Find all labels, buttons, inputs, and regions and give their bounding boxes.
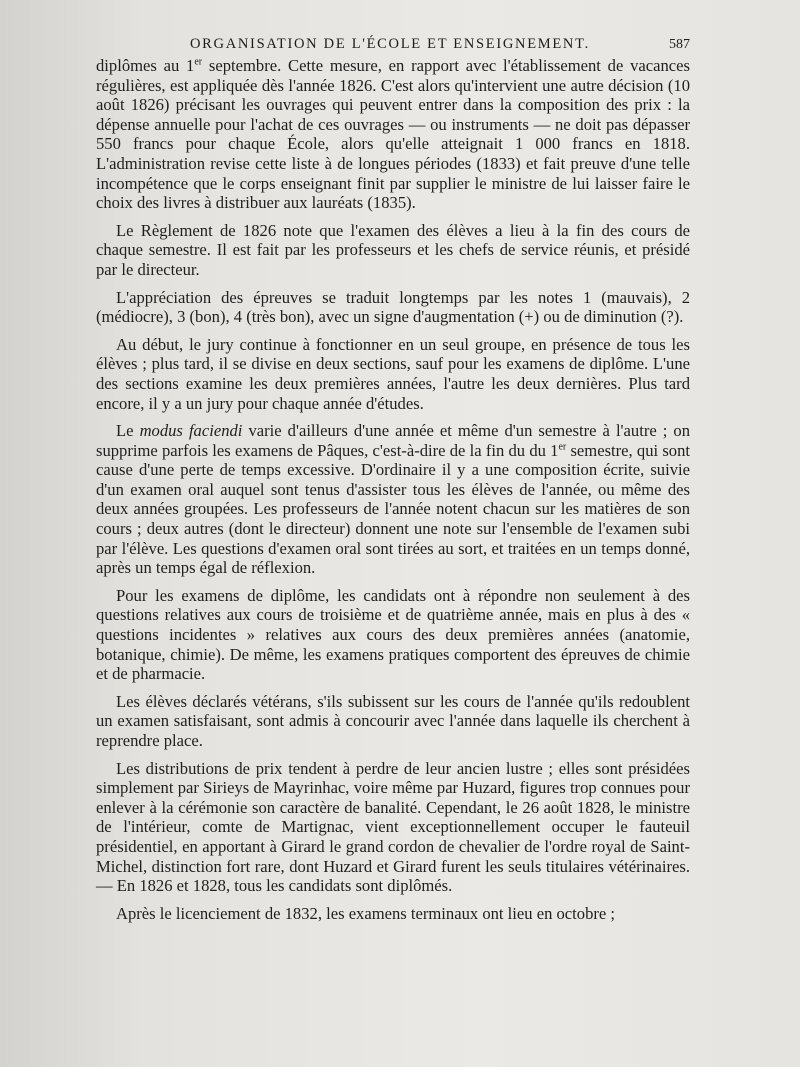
- paragraph: [96, 221, 690, 280]
- paragraph: [96, 904, 690, 924]
- text-segment: septembre. Cette mesure, en rapport avec l'établissement de vacances régulières, est appliquée dès l'année 1826. C'est alors qu'intervient une autre décision (10 août 1826) précisant les ouvrages qui peuvent entrer dans la composition des prix : la dépense annuelle pour l'achat de ces ouvrages — ou instruments — ne doit pas dépasser 550 francs pour chaque École, alors qu'elle atteignait 1 000 francs en 1818. L'administration revise cette liste à de longues périodes (1833) et fait preuve d'une telle incompétence que le corps enseignant finit par supplier le ministre de lui laisser faire le choix des livres à distribuer aux lauréats (1835).: [96, 56, 690, 213]
- paragraph: [96, 421, 690, 578]
- running-head: [96, 36, 690, 58]
- text-segment: L'appréciation des épreuves se traduit longtemps par les notes 1 (mauvais), 2 (médiocre), 3 (bon), 4 (très bon), avec un signe d'augmentation (+) ou de diminution (?).: [96, 287, 690, 327]
- text-segment: Le Règlement de 1826 note que l'examen des élèves a lieu à la fin des cours de chaque semestre. Il est fait par les professeurs et les chefs de service réunis, et présidé par le directeur.: [96, 220, 690, 279]
- text-segment: Le: [116, 421, 140, 441]
- superscript: er: [194, 56, 203, 68]
- running-title: ORGANISATION DE L'ÉCOLE ET ENSEIGNEMENT.: [190, 36, 590, 52]
- text-segment: Pour les examens de diplôme, les candidats ont à répondre non seulement à des questions relatives aux cours de troisième et de quatrième année, mais en plus à des « questions incidentes » relatives aux cours des deux premières années (anatomie, botanique, chimie). De même, les examens pratiques comportent des épreuves de chimie et de pharmacie.: [96, 585, 690, 684]
- page-number: 587: [669, 37, 690, 52]
- text-segment: Les distributions de prix tendent à perdre de leur ancien lustre ; elles sont présidées simplement par Sirieys de Mayrinhac, voire même par Huzard, figures trop connues pour enlever à la cérémonie son caractère de banalité. Cependant, le 26 août 1828, le ministre de l'intérieur, comte de Martignac, vient exceptionnellement occuper le fauteuil présidentiel, en apportant à Girard le grand cordon de chevalier de l'ordre royal de Saint-Michel, distinction fort rare, dont Huzard et Girard furent les seuls titulaires vétérinaires. — En 1826 et 1828, tous les candidats sont diplômés.: [96, 758, 690, 896]
- body-text: [96, 56, 690, 923]
- paragraph: [96, 692, 690, 751]
- text-segment: semestre, qui sont cause d'une perte de temps excessive. D'ordinaire il y a une composition écrite, suivie d'un examen oral auquel sont tenus d'assister tous les élèves de l'année, ou même des deux années groupées. Les professeurs de l'année notent chacun sur les matières de son cours ; deux autres (dont le directeur) donnent une note sur l'ensemble de l'examen subi par l'élève. Les questions d'examen oral sont tirées au sort, et traitées en un temps donné, après un temps égal de réflexion.: [96, 440, 691, 578]
- paragraph: [96, 288, 690, 327]
- paragraph: [96, 335, 690, 413]
- paragraph: [96, 586, 690, 684]
- text-segment: varie d'ailleurs d'une année et même d'un semestre à l'autre ; on supprime parfois les examens de Pâques, c'est-à-dire de la fin du du 1: [96, 421, 691, 460]
- text-segment: Les élèves déclarés vétérans, s'ils subissent sur les cours de l'année qu'ils redoublent un examen satisfaisant, sont admis à concourir avec l'année dans laquelle ils cherchent à reprendre place.: [96, 691, 690, 750]
- paragraph: [96, 759, 690, 896]
- text-segment: Au début, le jury continue à fonctionner en un seul groupe, en présence de tous les élèves ; plus tard, il se divise en deux sections, sauf pour les examens de diplôme. L'une des sections examine les deux premières années, l'autre les deux dernières. Plus tard encore, il y a un jury pour chaque année d'études.: [96, 334, 690, 413]
- italic-text: modus faciendi: [139, 421, 243, 441]
- paragraph: [96, 56, 690, 213]
- text-segment: diplômes au 1: [96, 56, 195, 75]
- superscript: er: [558, 441, 567, 453]
- text-segment: Après le licenciement de 1832, les examens terminaux ont lieu en octobre ;: [116, 903, 616, 923]
